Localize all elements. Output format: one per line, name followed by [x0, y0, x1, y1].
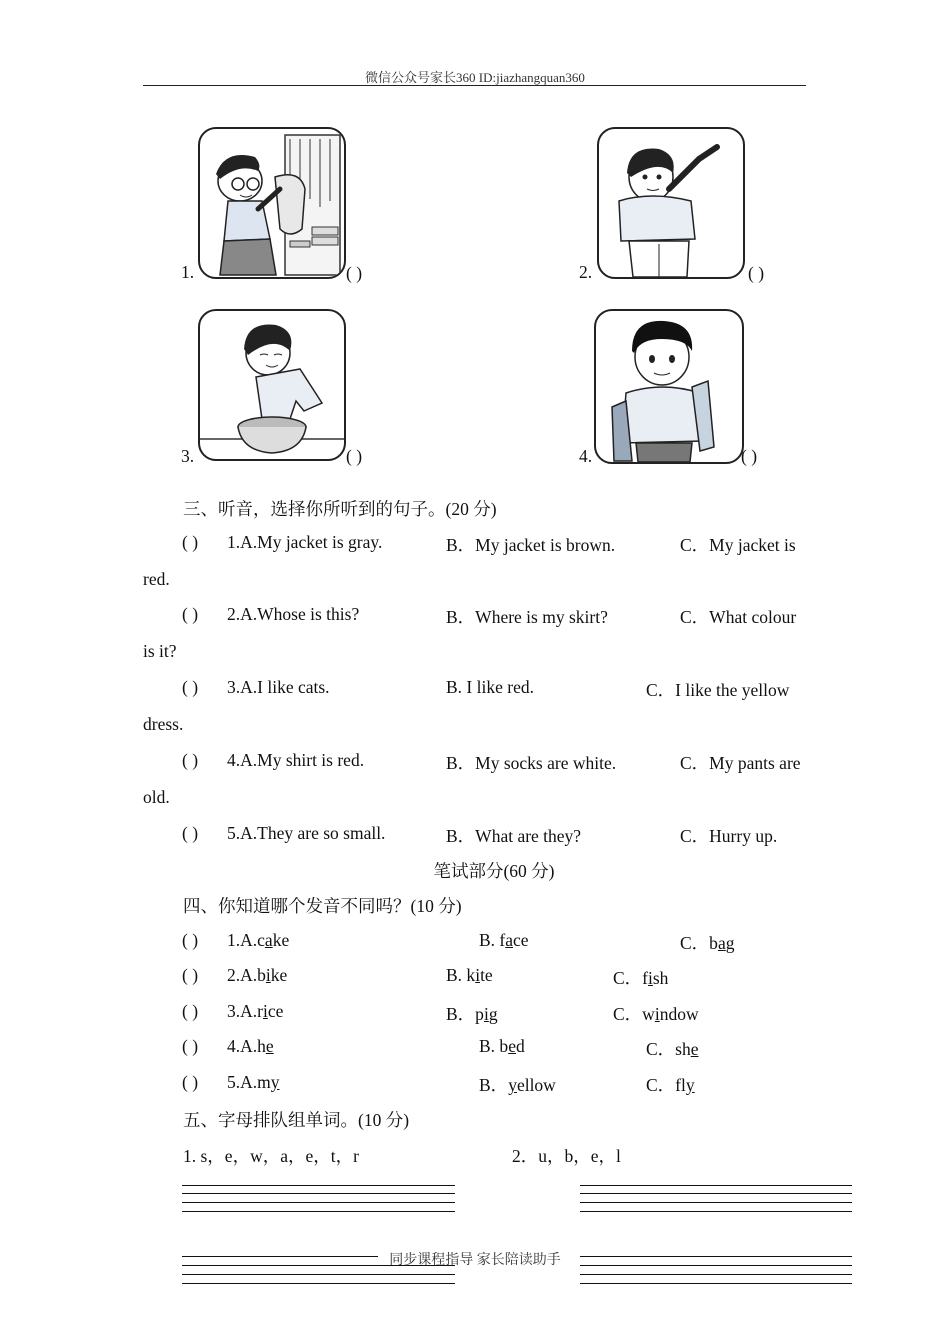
written-part-title: 笔试部分(60 分) [433, 861, 555, 881]
section3-title: 三、听音，选择你所听到的句子。(20 分) [183, 499, 497, 519]
s4-q2-option-a[interactable]: 2.A.bike [227, 965, 288, 985]
s3-q4-option-b[interactable]: B．My socks are white. [446, 753, 617, 773]
s3-q1-option-b[interactable]: B．My jacket is brown. [446, 535, 616, 555]
s5-q2-letters: 2．u，b，e，l [512, 1146, 621, 1166]
s4-q1-option-b[interactable]: B. face [479, 930, 529, 950]
s4-q5-option-b[interactable]: B．yellow [479, 1075, 556, 1095]
answer-blank-4[interactable]: ( ) [741, 446, 758, 466]
picture-number-2: 2. [579, 262, 593, 282]
s3-q4-paren[interactable]: ( ) [182, 750, 199, 770]
writing-line[interactable] [182, 1185, 455, 1186]
page-header: 微信公众号家长360 ID:jiazhangquan360 [365, 70, 585, 85]
s3-q2-option-a[interactable]: 2.A.Whose is this? [227, 604, 360, 624]
s5-q1-letters: 1. s，e，w，a，e，t，r [183, 1146, 359, 1166]
writing-line[interactable] [580, 1185, 852, 1186]
writing-line[interactable] [580, 1193, 852, 1194]
s3-q3-option-c-cont: dress. [143, 714, 184, 734]
writing-line[interactable] [580, 1283, 852, 1284]
s3-q5-option-b[interactable]: B．What are they? [446, 826, 582, 846]
writing-line[interactable] [182, 1193, 455, 1194]
boy-putting-on-shirt-icon [597, 127, 745, 279]
s3-q3-option-b[interactable]: B. I like red. [446, 677, 534, 697]
header-rule [143, 85, 806, 86]
s4-q4-paren[interactable]: ( ) [182, 1036, 199, 1056]
writing-line[interactable] [182, 1283, 455, 1284]
s4-q5-option-c[interactable]: C．fly [646, 1075, 695, 1095]
boy-hanging-sweater-icon [198, 127, 346, 279]
s4-q4-option-b[interactable]: B. bed [479, 1036, 525, 1056]
picture-number-1: 1. [181, 262, 195, 282]
s3-q5-paren[interactable]: ( ) [182, 823, 199, 843]
page-footer: 同步课程指导 家长陪读助手 [389, 1253, 561, 1268]
s3-q5-option-c[interactable]: C．Hurry up. [680, 826, 778, 846]
s4-q5-option-a[interactable]: 5.A.my [227, 1072, 280, 1092]
writing-line[interactable] [580, 1202, 852, 1203]
s3-q2-paren[interactable]: ( ) [182, 604, 199, 624]
s3-q2-option-c[interactable]: C．What colour [680, 607, 797, 627]
answer-blank-2[interactable]: ( ) [748, 263, 765, 283]
s4-q5-paren[interactable]: ( ) [182, 1072, 199, 1092]
s3-q1-option-c-cont: red. [143, 569, 170, 589]
writing-line[interactable] [182, 1274, 455, 1275]
s3-q4-option-c[interactable]: C．My pants are [680, 753, 801, 773]
section4-title: 四、你知道哪个发音不同吗？(10 分) [183, 896, 462, 916]
s3-q4-option-a[interactable]: 4.A.My shirt is red. [227, 750, 365, 770]
s4-q3-option-c[interactable]: C．window [613, 1004, 699, 1024]
s4-q3-option-a[interactable]: 3.A.rice [227, 1001, 284, 1021]
s3-q3-paren[interactable]: ( ) [182, 677, 199, 697]
s4-q4-option-a[interactable]: 4.A.he [227, 1036, 274, 1056]
section5-title: 五、字母排队组单词。(10 分) [183, 1110, 410, 1130]
s3-q1-paren[interactable]: ( ) [182, 532, 199, 552]
s3-q1-option-a[interactable]: 1.A.My jacket is gray. [227, 532, 383, 552]
s4-q2-option-b[interactable]: B. kite [446, 965, 493, 985]
s3-q2-option-c-cont: is it? [143, 641, 177, 661]
boy-washing-clothes-icon [198, 309, 346, 461]
s3-q4-option-c-cont: old. [143, 787, 170, 807]
writing-line[interactable] [580, 1211, 852, 1212]
answer-blank-1[interactable]: ( ) [346, 263, 363, 283]
s3-q2-option-b[interactable]: B．Where is my skirt? [446, 607, 608, 627]
s3-q3-option-c[interactable]: C．I like the yellow [646, 680, 790, 700]
answer-blank-3[interactable]: ( ) [346, 446, 363, 466]
s4-q3-option-b[interactable]: B．pig [446, 1004, 498, 1024]
writing-line[interactable] [182, 1202, 455, 1203]
boy-holding-clothes-icon [594, 309, 744, 464]
s4-q1-option-c[interactable]: C．bag [680, 933, 735, 953]
writing-line[interactable] [580, 1274, 852, 1275]
s4-q1-option-a[interactable]: 1.A.cake [227, 930, 290, 950]
picture-number-3: 3. [181, 446, 195, 466]
s4-q3-paren[interactable]: ( ) [182, 1001, 199, 1021]
s3-q1-option-c[interactable]: C．My jacket is [680, 535, 796, 555]
writing-line[interactable] [182, 1211, 455, 1212]
picture-number-4: 4. [579, 446, 593, 466]
s4-q4-option-c[interactable]: C．she [646, 1039, 699, 1059]
s4-q2-option-c[interactable]: C．fish [613, 968, 669, 988]
s4-q2-paren[interactable]: ( ) [182, 965, 199, 985]
s4-q1-paren[interactable]: ( ) [182, 930, 199, 950]
s3-q5-option-a[interactable]: 5.A.They are so small. [227, 823, 386, 843]
s3-q3-option-a[interactable]: 3.A.I like cats. [227, 677, 330, 697]
